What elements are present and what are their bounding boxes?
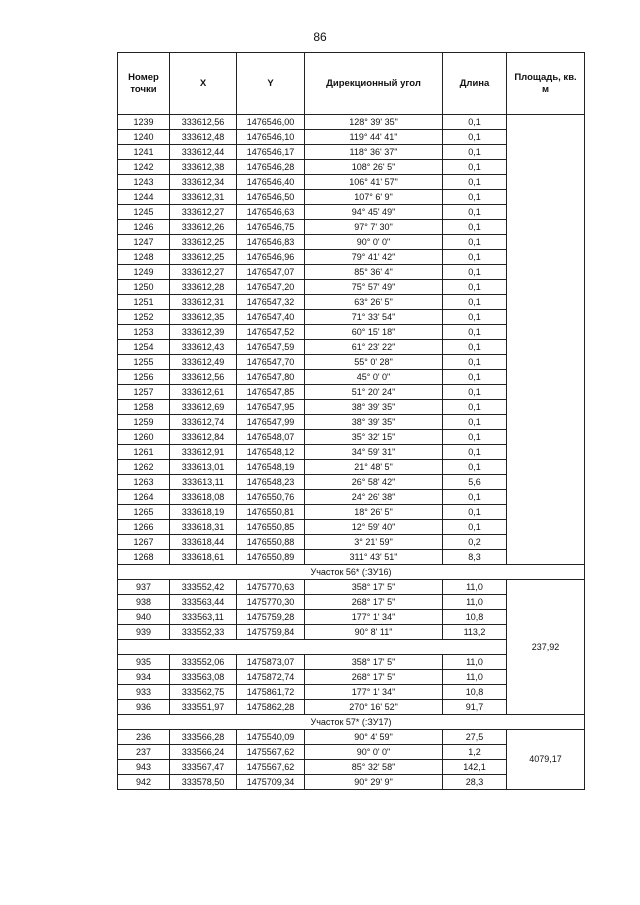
- cell-y-coord: 1475862,28: [237, 700, 305, 715]
- cell-point-number: 1261: [118, 445, 170, 460]
- table-row: [118, 115, 585, 130]
- cell-point-number: 938: [118, 595, 170, 610]
- cell-length: 28,3: [443, 775, 507, 790]
- section-title: Участок 57* (:ЗУ17): [118, 715, 585, 730]
- cell-y-coord: 1476548,07: [237, 430, 305, 445]
- header-row: [118, 53, 585, 115]
- cell-length: 0,1: [443, 175, 507, 190]
- cell-length: 11,0: [443, 655, 507, 670]
- section-row: [118, 715, 585, 730]
- col-header-area: Площадь, кв. м: [507, 53, 585, 115]
- cell-length: 0,1: [443, 280, 507, 295]
- cell-point-number: 1266: [118, 520, 170, 535]
- cell-y-coord: 1476547,70: [237, 355, 305, 370]
- cell-length: 0,1: [443, 310, 507, 325]
- cell-y-coord: 1475567,62: [237, 760, 305, 775]
- cell-length: 0,1: [443, 355, 507, 370]
- cell-bearing: 177° 1' 34": [305, 610, 443, 625]
- cell-y-coord: 1475872,74: [237, 670, 305, 685]
- table-row: [118, 730, 585, 745]
- cell-length: 0,1: [443, 430, 507, 445]
- cell-bearing: 79° 41' 42": [305, 250, 443, 265]
- cell-y-coord: 1476550,88: [237, 535, 305, 550]
- cell-length: 11,0: [443, 595, 507, 610]
- cell-point-number: 1240: [118, 130, 170, 145]
- cell-x-coord: 333612,56: [170, 115, 237, 130]
- cell-bearing: 270° 16' 52": [305, 700, 443, 715]
- col-header-x: X: [170, 53, 237, 115]
- cell-y-coord: 1476546,50: [237, 190, 305, 205]
- cell-point-number: 935: [118, 655, 170, 670]
- cell-length: 142,1: [443, 760, 507, 775]
- col-header-point-number: Номер точки: [118, 53, 170, 115]
- cell-x-coord: 333563,44: [170, 595, 237, 610]
- cell-x-coord: 333562,75: [170, 685, 237, 700]
- cell-y-coord: 1476550,85: [237, 520, 305, 535]
- cell-x-coord: 333612,26: [170, 220, 237, 235]
- cell-length: 0,2: [443, 535, 507, 550]
- col-header-length: Длина: [443, 53, 507, 115]
- cell-point-number: 1251: [118, 295, 170, 310]
- cell-x-coord: 333612,31: [170, 190, 237, 205]
- spacer-cell: [118, 640, 507, 655]
- cell-x-coord: 333612,34: [170, 175, 237, 190]
- cell-y-coord: 1476546,96: [237, 250, 305, 265]
- cell-y-coord: 1476550,76: [237, 490, 305, 505]
- cell-length: 0,1: [443, 205, 507, 220]
- table-row: [118, 580, 585, 595]
- cell-bearing: 24° 26' 38": [305, 490, 443, 505]
- cell-x-coord: 333612,35: [170, 310, 237, 325]
- cell-y-coord: 1476546,17: [237, 145, 305, 160]
- cell-length: 0,1: [443, 400, 507, 415]
- cell-length: 0,1: [443, 250, 507, 265]
- cell-bearing: 268° 17' 5": [305, 595, 443, 610]
- cell-x-coord: 333552,42: [170, 580, 237, 595]
- col-header-y: Y: [237, 53, 305, 115]
- cell-x-coord: 333612,31: [170, 295, 237, 310]
- cell-point-number: 1265: [118, 505, 170, 520]
- cell-bearing: 106° 41' 57": [305, 175, 443, 190]
- cell-point-number: 1259: [118, 415, 170, 430]
- cell-y-coord: 1476547,99: [237, 415, 305, 430]
- page-number: 86: [313, 30, 327, 44]
- cell-y-coord: 1476547,52: [237, 325, 305, 340]
- cell-point-number: 1260: [118, 430, 170, 445]
- cell-x-coord: 333613,11: [170, 475, 237, 490]
- cell-length: 91,7: [443, 700, 507, 715]
- cell-y-coord: 1476548,12: [237, 445, 305, 460]
- cell-point-number: 236: [118, 730, 170, 745]
- cell-bearing: 118° 36' 37": [305, 145, 443, 160]
- cell-point-number: 1257: [118, 385, 170, 400]
- coordinates-table: [117, 52, 585, 790]
- cell-length: 0,1: [443, 445, 507, 460]
- cell-x-coord: 333612,48: [170, 130, 237, 145]
- cell-y-coord: 1475709,34: [237, 775, 305, 790]
- cell-length: 0,1: [443, 325, 507, 340]
- cell-length: 0,1: [443, 460, 507, 475]
- cell-point-number: 1267: [118, 535, 170, 550]
- cell-length: 0,1: [443, 115, 507, 130]
- cell-bearing: 60° 15' 18": [305, 325, 443, 340]
- cell-y-coord: 1475861,72: [237, 685, 305, 700]
- cell-x-coord: 333563,11: [170, 610, 237, 625]
- cell-x-coord: 333612,27: [170, 205, 237, 220]
- cell-x-coord: 333612,61: [170, 385, 237, 400]
- cell-length: 0,1: [443, 340, 507, 355]
- cell-x-coord: 333552,33: [170, 625, 237, 640]
- cell-length: 27,5: [443, 730, 507, 745]
- cell-length: 0,1: [443, 160, 507, 175]
- cell-x-coord: 333618,44: [170, 535, 237, 550]
- cell-point-number: 1252: [118, 310, 170, 325]
- cell-bearing: 18° 26' 5": [305, 505, 443, 520]
- cell-x-coord: 333612,38: [170, 160, 237, 175]
- cell-point-number: 237: [118, 745, 170, 760]
- cell-y-coord: 1476550,89: [237, 550, 305, 565]
- cell-point-number: 1241: [118, 145, 170, 160]
- cell-length: 0,1: [443, 220, 507, 235]
- cell-bearing: 97° 7' 30": [305, 220, 443, 235]
- cell-length: 113,2: [443, 625, 507, 640]
- cell-x-coord: 333567,47: [170, 760, 237, 775]
- cell-y-coord: 1476546,83: [237, 235, 305, 250]
- cell-point-number: 1249: [118, 265, 170, 280]
- cell-x-coord: 333612,56: [170, 370, 237, 385]
- cell-x-coord: 333612,28: [170, 280, 237, 295]
- cell-point-number: 1256: [118, 370, 170, 385]
- cell-point-number: 1248: [118, 250, 170, 265]
- cell-length: 10,8: [443, 610, 507, 625]
- cell-point-number: 1245: [118, 205, 170, 220]
- cell-y-coord: 1476546,75: [237, 220, 305, 235]
- cell-x-coord: 333552,06: [170, 655, 237, 670]
- cell-bearing: 358° 17' 5": [305, 655, 443, 670]
- cell-point-number: 1254: [118, 340, 170, 355]
- cell-point-number: 942: [118, 775, 170, 790]
- cell-x-coord: 333612,25: [170, 235, 237, 250]
- cell-bearing: 3° 21' 59": [305, 535, 443, 550]
- cell-point-number: 1243: [118, 175, 170, 190]
- cell-bearing: 38° 39' 35": [305, 400, 443, 415]
- cell-y-coord: 1475770,63: [237, 580, 305, 595]
- cell-length: 0,1: [443, 385, 507, 400]
- cell-y-coord: 1476546,28: [237, 160, 305, 175]
- cell-bearing: 107° 6' 9": [305, 190, 443, 205]
- cell-point-number: 1263: [118, 475, 170, 490]
- cell-point-number: 933: [118, 685, 170, 700]
- cell-y-coord: 1475770,30: [237, 595, 305, 610]
- cell-y-coord: 1476548,19: [237, 460, 305, 475]
- cell-bearing: 94° 45' 49": [305, 205, 443, 220]
- cell-x-coord: 333551,97: [170, 700, 237, 715]
- cell-x-coord: 333618,61: [170, 550, 237, 565]
- cell-x-coord: 333618,08: [170, 490, 237, 505]
- cell-bearing: 85° 32' 58": [305, 760, 443, 775]
- cell-y-coord: 1476547,80: [237, 370, 305, 385]
- cell-length: 0,1: [443, 520, 507, 535]
- cell-bearing: 90° 0' 0": [305, 745, 443, 760]
- cell-x-coord: 333618,31: [170, 520, 237, 535]
- cell-bearing: 26° 58' 42": [305, 475, 443, 490]
- cell-x-coord: 333612,74: [170, 415, 237, 430]
- cell-bearing: 34° 59' 31": [305, 445, 443, 460]
- cell-y-coord: 1476547,95: [237, 400, 305, 415]
- cell-x-coord: 333612,25: [170, 250, 237, 265]
- cell-bearing: 55° 0' 28": [305, 355, 443, 370]
- cell-x-coord: 333612,91: [170, 445, 237, 460]
- cell-x-coord: 333618,19: [170, 505, 237, 520]
- cell-y-coord: 1476547,40: [237, 310, 305, 325]
- cell-length: 0,1: [443, 265, 507, 280]
- cell-point-number: 934: [118, 670, 170, 685]
- cell-point-number: 936: [118, 700, 170, 715]
- cell-length: 0,1: [443, 490, 507, 505]
- cell-length: 0,1: [443, 505, 507, 520]
- cell-point-number: 943: [118, 760, 170, 775]
- cell-y-coord: 1475567,62: [237, 745, 305, 760]
- cell-bearing: 90° 0' 0": [305, 235, 443, 250]
- cell-bearing: 268° 17' 5": [305, 670, 443, 685]
- cell-y-coord: 1476547,59: [237, 340, 305, 355]
- cell-bearing: 63° 26' 5": [305, 295, 443, 310]
- cell-y-coord: 1475873,07: [237, 655, 305, 670]
- cell-length: 0,1: [443, 130, 507, 145]
- cell-length: 11,0: [443, 670, 507, 685]
- cell-x-coord: 333566,28: [170, 730, 237, 745]
- cell-bearing: 119° 44' 41": [305, 130, 443, 145]
- cell-point-number: 1247: [118, 235, 170, 250]
- cell-bearing: 108° 26' 5": [305, 160, 443, 175]
- cell-y-coord: 1476546,10: [237, 130, 305, 145]
- cell-bearing: 85° 36' 4": [305, 265, 443, 280]
- cell-bearing: 71° 33' 54": [305, 310, 443, 325]
- cell-point-number: 1264: [118, 490, 170, 505]
- cell-bearing: 51° 20' 24": [305, 385, 443, 400]
- cell-point-number: 1250: [118, 280, 170, 295]
- cell-y-coord: 1476550,81: [237, 505, 305, 520]
- cell-point-number: 1258: [118, 400, 170, 415]
- cell-y-coord: 1475540,09: [237, 730, 305, 745]
- cell-y-coord: 1476547,07: [237, 265, 305, 280]
- cell-length: 10,8: [443, 685, 507, 700]
- cell-point-number: 1239: [118, 115, 170, 130]
- cell-y-coord: 1475759,28: [237, 610, 305, 625]
- cell-length: 1,2: [443, 745, 507, 760]
- cell-length: 0,1: [443, 415, 507, 430]
- cell-bearing: 177° 1' 34": [305, 685, 443, 700]
- area-cell: [507, 115, 585, 565]
- cell-bearing: 90° 8' 11": [305, 625, 443, 640]
- cell-x-coord: 333612,69: [170, 400, 237, 415]
- cell-point-number: 1262: [118, 460, 170, 475]
- cell-y-coord: 1476546,40: [237, 175, 305, 190]
- cell-y-coord: 1476547,20: [237, 280, 305, 295]
- cell-x-coord: 333612,43: [170, 340, 237, 355]
- cell-point-number: 937: [118, 580, 170, 595]
- cell-length: 0,1: [443, 370, 507, 385]
- table-body: [118, 115, 585, 790]
- col-header-bearing: Дирекционный угол: [305, 53, 443, 115]
- cell-y-coord: 1475759,84: [237, 625, 305, 640]
- cell-length: 0,1: [443, 190, 507, 205]
- cell-x-coord: 333578,50: [170, 775, 237, 790]
- cell-bearing: 75° 57' 49": [305, 280, 443, 295]
- cell-length: 0,1: [443, 145, 507, 160]
- cell-bearing: 45° 0' 0": [305, 370, 443, 385]
- section-row: [118, 565, 585, 580]
- cell-bearing: 90° 4' 59": [305, 730, 443, 745]
- cell-x-coord: 333612,49: [170, 355, 237, 370]
- cell-length: 8,3: [443, 550, 507, 565]
- cell-bearing: 21° 48' 5": [305, 460, 443, 475]
- cell-x-coord: 333566,24: [170, 745, 237, 760]
- cell-point-number: 1268: [118, 550, 170, 565]
- cell-x-coord: 333612,27: [170, 265, 237, 280]
- cell-point-number: 1253: [118, 325, 170, 340]
- cell-x-coord: 333612,39: [170, 325, 237, 340]
- cell-bearing: 358° 17' 5": [305, 580, 443, 595]
- cell-y-coord: 1476547,32: [237, 295, 305, 310]
- area-cell: 237,92: [507, 580, 585, 715]
- cell-length: 0,1: [443, 235, 507, 250]
- cell-bearing: 38° 39' 35": [305, 415, 443, 430]
- cell-x-coord: 333613,01: [170, 460, 237, 475]
- cell-length: 11,0: [443, 580, 507, 595]
- cell-bearing: 12° 59' 40": [305, 520, 443, 535]
- cell-point-number: 1246: [118, 220, 170, 235]
- cell-x-coord: 333612,44: [170, 145, 237, 160]
- cell-y-coord: 1476546,00: [237, 115, 305, 130]
- cell-length: 0,1: [443, 295, 507, 310]
- cell-length: 5,6: [443, 475, 507, 490]
- cell-y-coord: 1476548,23: [237, 475, 305, 490]
- cell-x-coord: 333612,84: [170, 430, 237, 445]
- cell-bearing: 311° 43' 51": [305, 550, 443, 565]
- cell-point-number: 1242: [118, 160, 170, 175]
- cell-bearing: 90° 29' 9": [305, 775, 443, 790]
- cell-bearing: 35° 32' 15": [305, 430, 443, 445]
- cell-point-number: 1244: [118, 190, 170, 205]
- cell-point-number: 939: [118, 625, 170, 640]
- cell-bearing: 128° 39' 35": [305, 115, 443, 130]
- cell-point-number: 1255: [118, 355, 170, 370]
- cell-y-coord: 1476546,63: [237, 205, 305, 220]
- cell-bearing: 61° 23' 22": [305, 340, 443, 355]
- cell-x-coord: 333563,08: [170, 670, 237, 685]
- area-cell: 4079,17: [507, 730, 585, 790]
- cell-y-coord: 1476547,85: [237, 385, 305, 400]
- cell-point-number: 940: [118, 610, 170, 625]
- section-title: Участок 56* (:ЗУ16): [118, 565, 585, 580]
